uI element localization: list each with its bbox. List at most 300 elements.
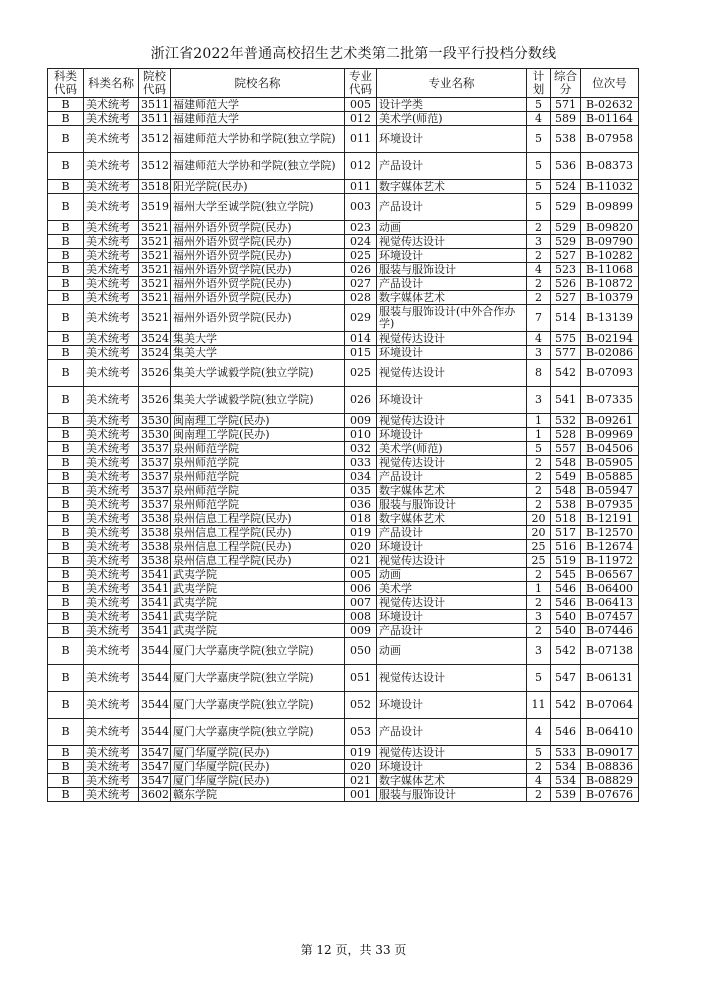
table-row xyxy=(48,112,639,126)
cell-major-code: 025 xyxy=(345,249,377,263)
cell-major-name: 服装与服饰设计(中外合作办学) xyxy=(377,305,527,332)
cell-school-name: 武夷学院 xyxy=(171,610,345,624)
cell-school-name: 福州外语外贸学院(民办) xyxy=(171,235,345,249)
table-row xyxy=(48,624,639,638)
cell-score: 541 xyxy=(551,387,581,414)
cell-score: 519 xyxy=(551,554,581,568)
table-row xyxy=(48,638,639,665)
table-row xyxy=(48,235,639,249)
cell-rank: B-06131 xyxy=(581,665,639,692)
cell-rank: B-11972 xyxy=(581,554,639,568)
cell-rank: B-07676 xyxy=(581,788,639,802)
cell-plan: 4 xyxy=(527,112,551,126)
cell-school-name: 福州外语外贸学院(民办) xyxy=(171,249,345,263)
cell-rank: B-08829 xyxy=(581,774,639,788)
cell-school-code: 3518 xyxy=(139,180,171,194)
cell-subject-name: 美术统考 xyxy=(84,498,139,512)
cell-school-name: 阳光学院(民办) xyxy=(171,180,345,194)
cell-subject-code: B xyxy=(48,428,84,442)
cell-rank: B-07958 xyxy=(581,126,639,153)
cell-school-code: 3602 xyxy=(139,788,171,802)
cell-major-name: 环境设计 xyxy=(377,428,527,442)
cell-rank: B-09969 xyxy=(581,428,639,442)
table-row xyxy=(48,428,639,442)
cell-school-code: 3544 xyxy=(139,692,171,719)
cell-subject-name: 美术统考 xyxy=(84,428,139,442)
table-row xyxy=(48,719,639,746)
cell-subject-code: B xyxy=(48,387,84,414)
cell-subject-code: B xyxy=(48,788,84,802)
cell-major-name: 动画 xyxy=(377,638,527,665)
cell-subject-code: B xyxy=(48,180,84,194)
cell-school-name: 泉州信息工程学院(民办) xyxy=(171,554,345,568)
table-row xyxy=(48,194,639,221)
cell-rank: B-08373 xyxy=(581,153,639,180)
cell-major-name: 环境设计 xyxy=(377,387,527,414)
cell-school-name: 福建师范大学协和学院(独立学院) xyxy=(171,126,345,153)
cell-major-name: 动画 xyxy=(377,221,527,235)
table-row xyxy=(48,596,639,610)
cell-subject-code: B xyxy=(48,235,84,249)
cell-rank: B-10379 xyxy=(581,291,639,305)
table-row xyxy=(48,512,639,526)
cell-subject-name: 美术统考 xyxy=(84,624,139,638)
cell-subject-name: 美术统考 xyxy=(84,112,139,126)
cell-major-code: 010 xyxy=(345,428,377,442)
cell-plan: 11 xyxy=(527,692,551,719)
cell-subject-name: 美术统考 xyxy=(84,470,139,484)
cell-subject-code: B xyxy=(48,746,84,760)
cell-school-name: 集美大学 xyxy=(171,332,345,346)
cell-school-name: 福建师范大学 xyxy=(171,98,345,112)
cell-rank: B-09790 xyxy=(581,235,639,249)
admission-score-table xyxy=(47,68,639,802)
cell-school-name: 福州外语外贸学院(民办) xyxy=(171,277,345,291)
cell-plan: 4 xyxy=(527,332,551,346)
cell-school-code: 3526 xyxy=(139,360,171,387)
cell-subject-code: B xyxy=(48,638,84,665)
cell-plan: 3 xyxy=(527,346,551,360)
cell-subject-code: B xyxy=(48,760,84,774)
cell-score: 542 xyxy=(551,360,581,387)
table-row xyxy=(48,180,639,194)
table-row xyxy=(48,746,639,760)
cell-school-name: 厦门大学嘉庚学院(独立学院) xyxy=(171,665,345,692)
cell-subject-code: B xyxy=(48,692,84,719)
cell-rank: B-06400 xyxy=(581,582,639,596)
cell-school-code: 3538 xyxy=(139,540,171,554)
cell-plan: 2 xyxy=(527,291,551,305)
cell-subject-code: B xyxy=(48,442,84,456)
cell-plan: 5 xyxy=(527,153,551,180)
cell-school-code: 3537 xyxy=(139,456,171,470)
cell-school-name: 集美大学 xyxy=(171,346,345,360)
cell-rank: B-09261 xyxy=(581,414,639,428)
cell-major-code: 026 xyxy=(345,263,377,277)
cell-major-name: 数字媒体艺术 xyxy=(377,512,527,526)
cell-school-name: 厦门大学嘉庚学院(独立学院) xyxy=(171,638,345,665)
table-row xyxy=(48,665,639,692)
cell-score: 577 xyxy=(551,346,581,360)
cell-plan: 4 xyxy=(527,263,551,277)
cell-plan: 3 xyxy=(527,387,551,414)
cell-subject-name: 美术统考 xyxy=(84,788,139,802)
cell-school-name: 福州外语外贸学院(民办) xyxy=(171,291,345,305)
cell-subject-name: 美术统考 xyxy=(84,249,139,263)
table-row xyxy=(48,305,639,332)
cell-rank: B-11068 xyxy=(581,263,639,277)
cell-plan: 2 xyxy=(527,760,551,774)
page-footer: 第 12 页，共 33 页 xyxy=(300,943,407,957)
cell-score: 548 xyxy=(551,484,581,498)
cell-plan: 2 xyxy=(527,484,551,498)
cell-major-code: 033 xyxy=(345,456,377,470)
cell-major-name: 产品设计 xyxy=(377,194,527,221)
cell-subject-code: B xyxy=(48,610,84,624)
cell-rank: B-11032 xyxy=(581,180,639,194)
header-major-name: 专业名称 xyxy=(377,69,527,98)
cell-subject-code: B xyxy=(48,221,84,235)
cell-score: 534 xyxy=(551,774,581,788)
cell-plan: 2 xyxy=(527,498,551,512)
cell-rank: B-06567 xyxy=(581,568,639,582)
cell-subject-code: B xyxy=(48,332,84,346)
table-row xyxy=(48,249,639,263)
table-row xyxy=(48,610,639,624)
cell-school-name: 厦门大学嘉庚学院(独立学院) xyxy=(171,692,345,719)
cell-school-name: 武夷学院 xyxy=(171,582,345,596)
cell-plan: 4 xyxy=(527,774,551,788)
cell-major-name: 视觉传达设计 xyxy=(377,746,527,760)
cell-school-code: 3512 xyxy=(139,126,171,153)
cell-school-name: 泉州师范学院 xyxy=(171,470,345,484)
cell-major-code: 028 xyxy=(345,291,377,305)
cell-score: 542 xyxy=(551,638,581,665)
cell-score: 527 xyxy=(551,291,581,305)
cell-score: 538 xyxy=(551,126,581,153)
cell-subject-name: 美术统考 xyxy=(84,180,139,194)
cell-major-code: 019 xyxy=(345,526,377,540)
cell-major-name: 产品设计 xyxy=(377,719,527,746)
cell-rank: B-06413 xyxy=(581,596,639,610)
cell-subject-code: B xyxy=(48,596,84,610)
cell-rank: B-05885 xyxy=(581,470,639,484)
cell-school-code: 3537 xyxy=(139,498,171,512)
cell-major-name: 美术学(师范) xyxy=(377,442,527,456)
cell-school-code: 3521 xyxy=(139,221,171,235)
cell-major-name: 视觉传达设计 xyxy=(377,332,527,346)
cell-major-code: 007 xyxy=(345,596,377,610)
cell-school-name: 泉州师范学院 xyxy=(171,442,345,456)
cell-rank: B-12674 xyxy=(581,540,639,554)
table-row xyxy=(48,126,639,153)
cell-score: 529 xyxy=(551,194,581,221)
cell-rank: B-02194 xyxy=(581,332,639,346)
cell-major-name: 数字媒体艺术 xyxy=(377,180,527,194)
cell-subject-name: 美术统考 xyxy=(84,540,139,554)
cell-school-code: 3544 xyxy=(139,665,171,692)
cell-subject-name: 美术统考 xyxy=(84,126,139,153)
cell-major-name: 产品设计 xyxy=(377,153,527,180)
cell-major-name: 服装与服饰设计 xyxy=(377,498,527,512)
table-row xyxy=(48,277,639,291)
cell-subject-code: B xyxy=(48,414,84,428)
cell-major-code: 024 xyxy=(345,235,377,249)
cell-score: 547 xyxy=(551,665,581,692)
cell-subject-name: 美术统考 xyxy=(84,526,139,540)
cell-school-code: 3541 xyxy=(139,582,171,596)
cell-major-code: 014 xyxy=(345,332,377,346)
cell-subject-name: 美术统考 xyxy=(84,484,139,498)
cell-school-code: 3524 xyxy=(139,332,171,346)
table-row xyxy=(48,414,639,428)
cell-score: 533 xyxy=(551,746,581,760)
table-row xyxy=(48,387,639,414)
cell-rank: B-07093 xyxy=(581,360,639,387)
cell-school-code: 3524 xyxy=(139,346,171,360)
cell-plan: 2 xyxy=(527,456,551,470)
cell-plan: 2 xyxy=(527,470,551,484)
table-body xyxy=(48,98,639,802)
cell-school-code: 3537 xyxy=(139,484,171,498)
cell-plan: 2 xyxy=(527,568,551,582)
cell-school-code: 3538 xyxy=(139,554,171,568)
cell-major-name: 视觉传达设计 xyxy=(377,596,527,610)
cell-plan: 2 xyxy=(527,221,551,235)
cell-rank: B-12191 xyxy=(581,512,639,526)
cell-major-code: 003 xyxy=(345,194,377,221)
cell-major-code: 021 xyxy=(345,774,377,788)
cell-subject-code: B xyxy=(48,665,84,692)
cell-major-code: 011 xyxy=(345,180,377,194)
cell-major-code: 025 xyxy=(345,360,377,387)
cell-major-code: 032 xyxy=(345,442,377,456)
table-row xyxy=(48,498,639,512)
cell-subject-name: 美术统考 xyxy=(84,235,139,249)
cell-major-name: 产品设计 xyxy=(377,526,527,540)
cell-score: 575 xyxy=(551,332,581,346)
table-row xyxy=(48,456,639,470)
cell-major-name: 产品设计 xyxy=(377,624,527,638)
cell-plan: 5 xyxy=(527,442,551,456)
cell-plan: 5 xyxy=(527,180,551,194)
cell-school-code: 3541 xyxy=(139,568,171,582)
cell-major-name: 环境设计 xyxy=(377,249,527,263)
cell-score: 529 xyxy=(551,221,581,235)
cell-score: 589 xyxy=(551,112,581,126)
cell-major-name: 产品设计 xyxy=(377,277,527,291)
cell-rank: B-01164 xyxy=(581,112,639,126)
cell-school-name: 集美大学诚毅学院(独立学院) xyxy=(171,387,345,414)
cell-major-name: 数字媒体艺术 xyxy=(377,774,527,788)
cell-school-code: 3541 xyxy=(139,596,171,610)
cell-rank: B-07457 xyxy=(581,610,639,624)
cell-subject-code: B xyxy=(48,263,84,277)
table-row xyxy=(48,568,639,582)
cell-major-code: 020 xyxy=(345,540,377,554)
cell-rank: B-07138 xyxy=(581,638,639,665)
cell-rank: B-05947 xyxy=(581,484,639,498)
cell-school-name: 泉州师范学院 xyxy=(171,456,345,470)
header-plan: 计划 xyxy=(527,69,551,98)
cell-plan: 25 xyxy=(527,554,551,568)
cell-school-name: 泉州信息工程学院(民办) xyxy=(171,526,345,540)
table-row xyxy=(48,582,639,596)
cell-rank: B-09899 xyxy=(581,194,639,221)
cell-subject-name: 美术统考 xyxy=(84,291,139,305)
cell-school-name: 闽南理工学院(民办) xyxy=(171,428,345,442)
cell-subject-code: B xyxy=(48,470,84,484)
cell-school-name: 福州外语外贸学院(民办) xyxy=(171,263,345,277)
cell-subject-name: 美术统考 xyxy=(84,456,139,470)
cell-school-name: 福建师范大学协和学院(独立学院) xyxy=(171,153,345,180)
table-row xyxy=(48,470,639,484)
cell-major-name: 视觉传达设计 xyxy=(377,456,527,470)
cell-subject-code: B xyxy=(48,774,84,788)
cell-major-code: 029 xyxy=(345,305,377,332)
cell-school-name: 厦门华厦学院(民办) xyxy=(171,746,345,760)
cell-major-code: 008 xyxy=(345,610,377,624)
cell-subject-name: 美术统考 xyxy=(84,568,139,582)
cell-subject-code: B xyxy=(48,624,84,638)
cell-plan: 2 xyxy=(527,249,551,263)
cell-subject-code: B xyxy=(48,498,84,512)
header-major-code: 专业代码 xyxy=(345,69,377,98)
cell-score: 549 xyxy=(551,470,581,484)
cell-plan: 25 xyxy=(527,540,551,554)
cell-score: 545 xyxy=(551,568,581,582)
table-row xyxy=(48,540,639,554)
cell-score: 514 xyxy=(551,305,581,332)
cell-plan: 1 xyxy=(527,414,551,428)
cell-major-code: 034 xyxy=(345,470,377,484)
cell-score: 527 xyxy=(551,249,581,263)
cell-plan: 4 xyxy=(527,719,551,746)
cell-school-code: 3511 xyxy=(139,98,171,112)
table-row xyxy=(48,760,639,774)
table-row xyxy=(48,692,639,719)
cell-school-code: 3521 xyxy=(139,249,171,263)
cell-major-code: 051 xyxy=(345,665,377,692)
cell-major-code: 006 xyxy=(345,582,377,596)
cell-major-code: 001 xyxy=(345,788,377,802)
cell-school-code: 3541 xyxy=(139,624,171,638)
cell-subject-code: B xyxy=(48,456,84,470)
cell-rank: B-07935 xyxy=(581,498,639,512)
cell-plan: 8 xyxy=(527,360,551,387)
table-row xyxy=(48,263,639,277)
cell-school-name: 武夷学院 xyxy=(171,568,345,582)
cell-school-name: 厦门华厦学院(民办) xyxy=(171,760,345,774)
cell-major-name: 环境设计 xyxy=(377,760,527,774)
cell-school-name: 厦门大学嘉庚学院(独立学院) xyxy=(171,719,345,746)
cell-major-name: 视觉传达设计 xyxy=(377,554,527,568)
cell-school-code: 3538 xyxy=(139,512,171,526)
page-title: 浙江省2022年普通高校招生艺术类第二批第一段平行投档分数线 xyxy=(150,46,557,62)
cell-major-code: 012 xyxy=(345,112,377,126)
cell-school-code: 3537 xyxy=(139,470,171,484)
cell-major-code: 009 xyxy=(345,624,377,638)
table-row xyxy=(48,774,639,788)
cell-subject-name: 美术统考 xyxy=(84,692,139,719)
cell-major-name: 服装与服饰设计 xyxy=(377,788,527,802)
cell-subject-name: 美术统考 xyxy=(84,512,139,526)
cell-subject-code: B xyxy=(48,305,84,332)
cell-score: 548 xyxy=(551,456,581,470)
cell-subject-name: 美术统考 xyxy=(84,360,139,387)
cell-major-name: 美术学 xyxy=(377,582,527,596)
table-row xyxy=(48,442,639,456)
table-row xyxy=(48,526,639,540)
cell-rank: B-07446 xyxy=(581,624,639,638)
cell-school-code: 3547 xyxy=(139,774,171,788)
cell-rank: B-13139 xyxy=(581,305,639,332)
cell-major-code: 005 xyxy=(345,98,377,112)
cell-school-name: 泉州信息工程学院(民办) xyxy=(171,540,345,554)
cell-major-code: 050 xyxy=(345,638,377,665)
cell-plan: 1 xyxy=(527,582,551,596)
cell-plan: 2 xyxy=(527,624,551,638)
cell-subject-code: B xyxy=(48,526,84,540)
cell-subject-name: 美术统考 xyxy=(84,582,139,596)
cell-school-code: 3547 xyxy=(139,746,171,760)
cell-school-code: 3521 xyxy=(139,263,171,277)
cell-major-name: 产品设计 xyxy=(377,470,527,484)
cell-major-code: 026 xyxy=(345,387,377,414)
cell-subject-name: 美术统考 xyxy=(84,554,139,568)
cell-subject-code: B xyxy=(48,249,84,263)
cell-major-name: 视觉传达设计 xyxy=(377,235,527,249)
cell-subject-code: B xyxy=(48,484,84,498)
cell-rank: B-08836 xyxy=(581,760,639,774)
cell-school-code: 3530 xyxy=(139,428,171,442)
cell-subject-code: B xyxy=(48,98,84,112)
cell-school-code: 3526 xyxy=(139,387,171,414)
cell-score: 536 xyxy=(551,153,581,180)
cell-major-name: 环境设计 xyxy=(377,346,527,360)
cell-subject-code: B xyxy=(48,512,84,526)
header-subject-code: 科类代码 xyxy=(48,69,84,98)
cell-subject-code: B xyxy=(48,719,84,746)
cell-major-code: 009 xyxy=(345,414,377,428)
cell-plan: 2 xyxy=(527,277,551,291)
cell-subject-code: B xyxy=(48,153,84,180)
cell-school-name: 闽南理工学院(民办) xyxy=(171,414,345,428)
header-subject-name: 科类名称 xyxy=(84,69,139,98)
cell-plan: 3 xyxy=(527,638,551,665)
cell-score: 529 xyxy=(551,235,581,249)
cell-score: 528 xyxy=(551,428,581,442)
cell-subject-code: B xyxy=(48,346,84,360)
cell-school-code: 3512 xyxy=(139,153,171,180)
cell-major-name: 环境设计 xyxy=(377,692,527,719)
cell-subject-code: B xyxy=(48,194,84,221)
cell-plan: 5 xyxy=(527,746,551,760)
cell-major-code: 035 xyxy=(345,484,377,498)
cell-major-name: 视觉传达设计 xyxy=(377,414,527,428)
cell-rank: B-09017 xyxy=(581,746,639,760)
cell-school-name: 福州外语外贸学院(民办) xyxy=(171,221,345,235)
table-row xyxy=(48,554,639,568)
cell-major-code: 011 xyxy=(345,126,377,153)
cell-subject-name: 美术统考 xyxy=(84,221,139,235)
cell-rank: B-12570 xyxy=(581,526,639,540)
cell-school-code: 3511 xyxy=(139,112,171,126)
cell-school-name: 泉州师范学院 xyxy=(171,484,345,498)
cell-major-code: 005 xyxy=(345,568,377,582)
header-school-code: 院校代码 xyxy=(139,69,171,98)
cell-school-name: 福建师范大学 xyxy=(171,112,345,126)
